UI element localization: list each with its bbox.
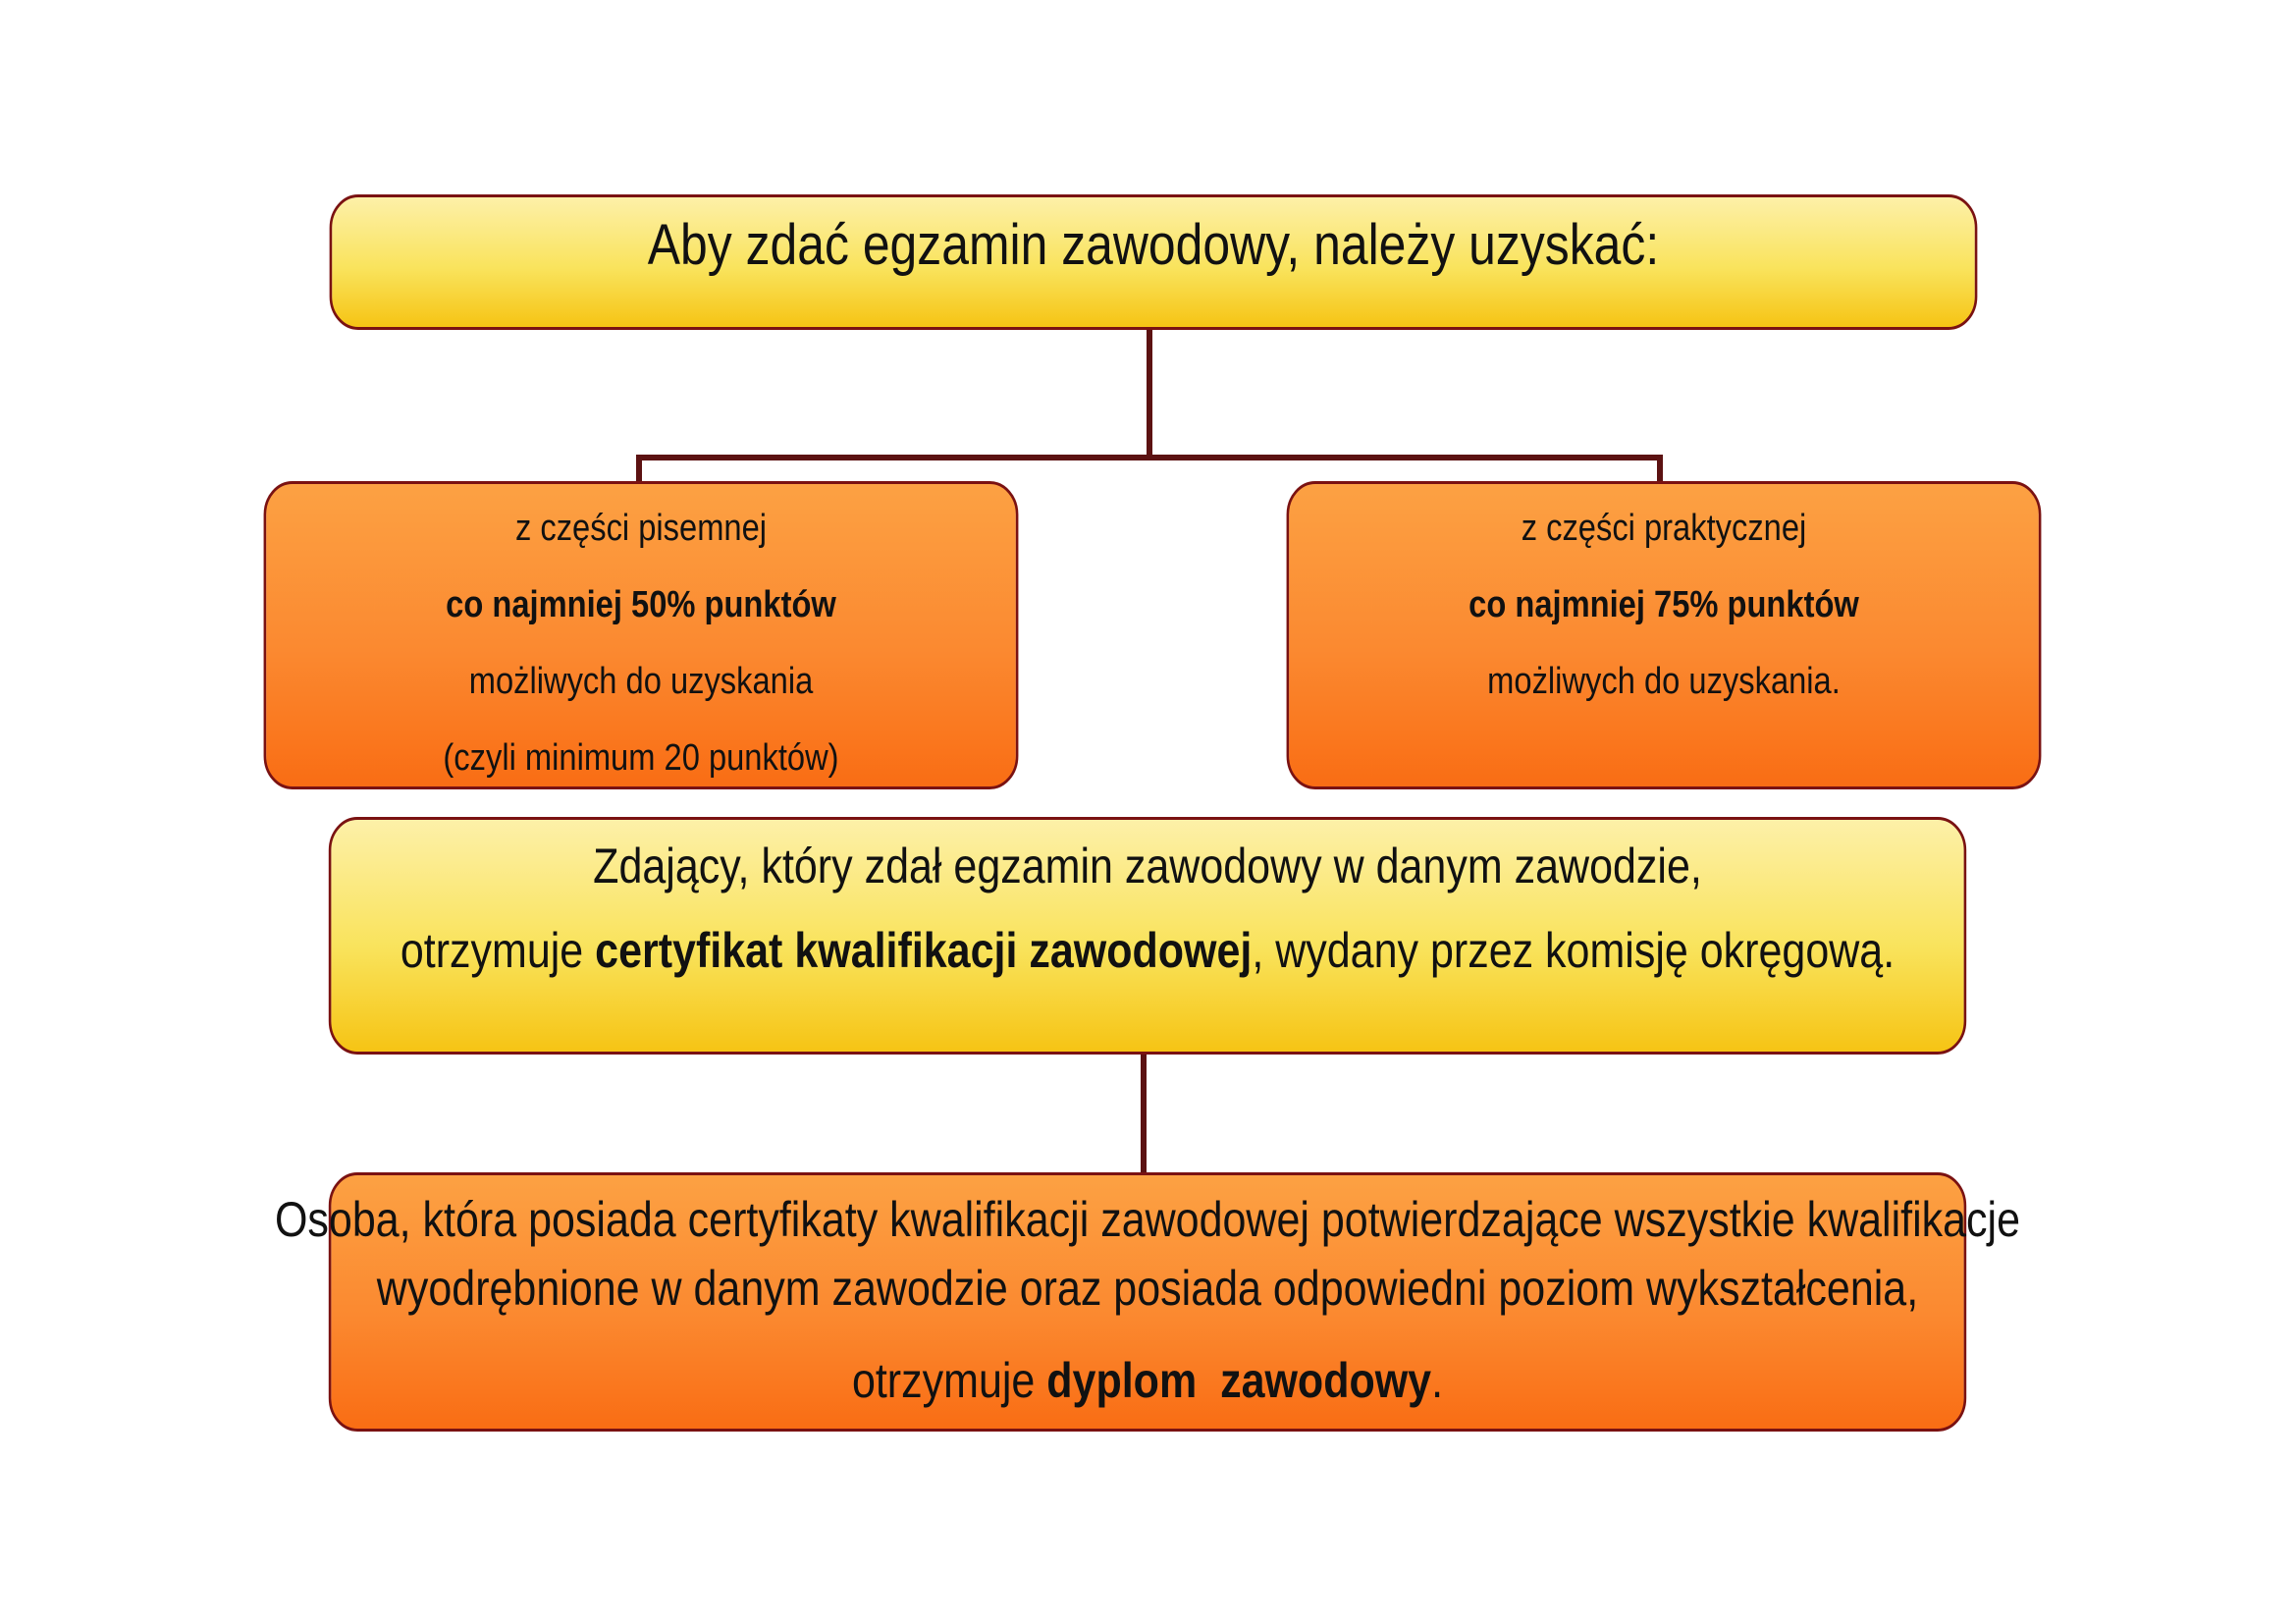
written-part-minimum: (czyli minimum 20 punktów)	[443, 737, 839, 779]
certificate-line-1: Zdający, który zdał egzamin zawodowy w danym zawodzie,	[593, 839, 1702, 893]
diploma-suffix: .	[1431, 1353, 1444, 1408]
diploma-line-2: wyodrębnione w danym zawodzie oraz posiada odpowiedni poziom wykształcenia,	[376, 1261, 1919, 1316]
diploma-prefix: otrzymuje	[851, 1353, 1047, 1408]
certificate-box	[329, 817, 1966, 1055]
diploma-line-1: Osoba, która posiada certyfikaty kwalifikacji zawodowej potwierdzające wszystkie kwalifikacje	[274, 1192, 2021, 1247]
certificate-name: certyfikat kwalifikacji zawodowej	[595, 923, 1253, 978]
written-part-threshold: co najmniej 50% punktów	[446, 584, 836, 625]
requirement-header-text: Aby zdać egzamin zawodowy, należy uzyskać:	[647, 213, 1660, 277]
written-part-label: z części pisemnej	[514, 508, 768, 549]
certificate-line-2	[400, 923, 1896, 978]
connector-right-drop	[1657, 455, 1663, 484]
practical-part-label: z części praktycznej	[1521, 508, 1807, 549]
certificate-suffix: , wydany przez komisję okręgową.	[1252, 923, 1896, 978]
practical-part-box	[1287, 481, 2042, 789]
connector-trunk-top	[1147, 327, 1152, 460]
diploma-box	[274, 1172, 2021, 1432]
connector-left-drop	[636, 455, 642, 484]
practical-part-possible: możliwych do uzyskania.	[1487, 661, 1841, 702]
practical-part-threshold: co najmniej 75% punktów	[1468, 584, 1859, 625]
connector-horizontal-bar	[636, 455, 1663, 460]
certificate-prefix: otrzymuje	[400, 923, 596, 978]
requirement-header-box	[330, 194, 1978, 330]
written-part-possible: możliwych do uzyskania	[468, 661, 814, 702]
connector-trunk-bottom	[1141, 1053, 1147, 1174]
diploma-name: dyplom zawodowy	[1046, 1353, 1432, 1408]
diploma-line-3	[851, 1353, 1444, 1408]
written-part-box	[264, 481, 1019, 789]
